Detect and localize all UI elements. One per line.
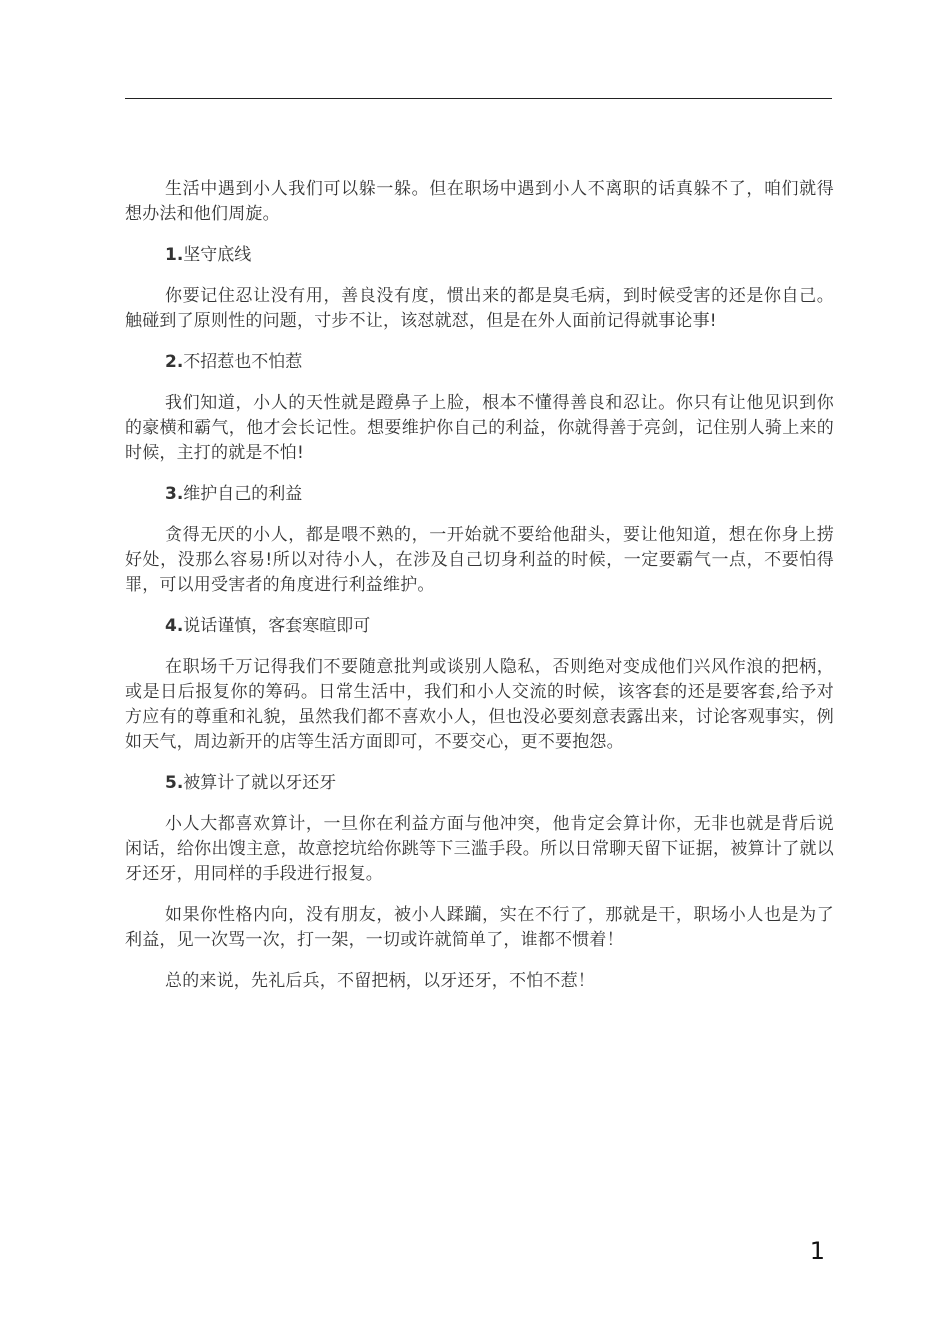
section-heading bbox=[125, 614, 834, 639]
section-number: 1. bbox=[165, 245, 184, 265]
section-title: 不招惹也不怕惹 bbox=[183, 352, 303, 372]
section-heading bbox=[125, 482, 834, 507]
section-title: 坚守底线 bbox=[183, 245, 252, 265]
page-number: 1 bbox=[809, 1237, 825, 1265]
paragraph: 总的来说，先礼后兵，不留把柄，以牙还牙，不怕不惹！ bbox=[165, 971, 595, 991]
section-number: 2. bbox=[165, 352, 184, 372]
section-title: 被算计了就以牙还牙 bbox=[183, 773, 337, 793]
section-number: 3. bbox=[165, 484, 184, 504]
paragraph: 生活中遇到小人我们可以躲一躲。但在职场中遇到小人不离职的话真躲不了，咱们就得想办法和他们周旋。 bbox=[125, 179, 834, 224]
paragraph: 如果你性格内向，没有朋友，被小人蹂躏，实在不行了，那就是干，职场小人也是为了利益，见一次骂一次，打一架，一切或许就简单了，谁都不惯着！ bbox=[125, 905, 834, 950]
section-heading bbox=[125, 350, 834, 375]
paragraph: 贪得无厌的小人，都是喂不熟的，一开始就不要给他甜头，要让他知道，想在你身上捞好处，没那么容易!所以对待小人，在涉及自己切身利益的时候，一定要霸气一点，不要怕得罪，可以用受害者的角度进行利益维护。 bbox=[125, 525, 834, 595]
section-title: 维护自己的利益 bbox=[183, 484, 303, 504]
paragraph: 我们知道，小人的天性就是蹬鼻子上脸，根本不懂得善良和忍让。你只有让他见识到你的豪横和霸气，他才会长记性。想要维护你自己的利益，你就得善于亮剑，记住别人骑上来的时候，主打的就是不怕! bbox=[125, 393, 834, 463]
header-rule bbox=[125, 98, 832, 99]
paragraph: 在职场千万记得我们不要随意批判或谈别人隐私，否则绝对变成他们兴风作浪的把柄，或是日后报复你的筹码。日常生活中，我们和小人交流的时候，该客套的还是要客套,给予对方应有的尊重和礼貌，虽然我们都不喜欢小人，但也没必要刻意表露出来，讨论客观事实，例如天气，周边新开的店等生活方面即可，不要交心，更不要抱怨。 bbox=[125, 657, 834, 752]
paragraph: 小人大都喜欢算计，一旦你在利益方面与他冲突，他肯定会算计你，无非也就是背后说闲话，给你出馊主意，故意挖坑给你跳等下三滥手段。所以日常聊天留下证据，被算计了就以牙还牙，用同样的手段进行报复。 bbox=[125, 814, 834, 884]
section-title: 说话谨慎，客套寒暄即可 bbox=[183, 616, 371, 636]
paragraph: 你要记住忍让没有用，善良没有度，惯出来的都是臭毛病，到时候受害的还是你自己。触碰到了原则性的问题，寸步不让，该怼就怼，但是在外人面前记得就事论事! bbox=[125, 286, 834, 331]
section-number: 4. bbox=[165, 616, 184, 636]
section-heading bbox=[125, 243, 834, 268]
section-heading bbox=[125, 771, 834, 796]
document-body bbox=[125, 177, 834, 1010]
section-number: 5. bbox=[165, 773, 184, 793]
